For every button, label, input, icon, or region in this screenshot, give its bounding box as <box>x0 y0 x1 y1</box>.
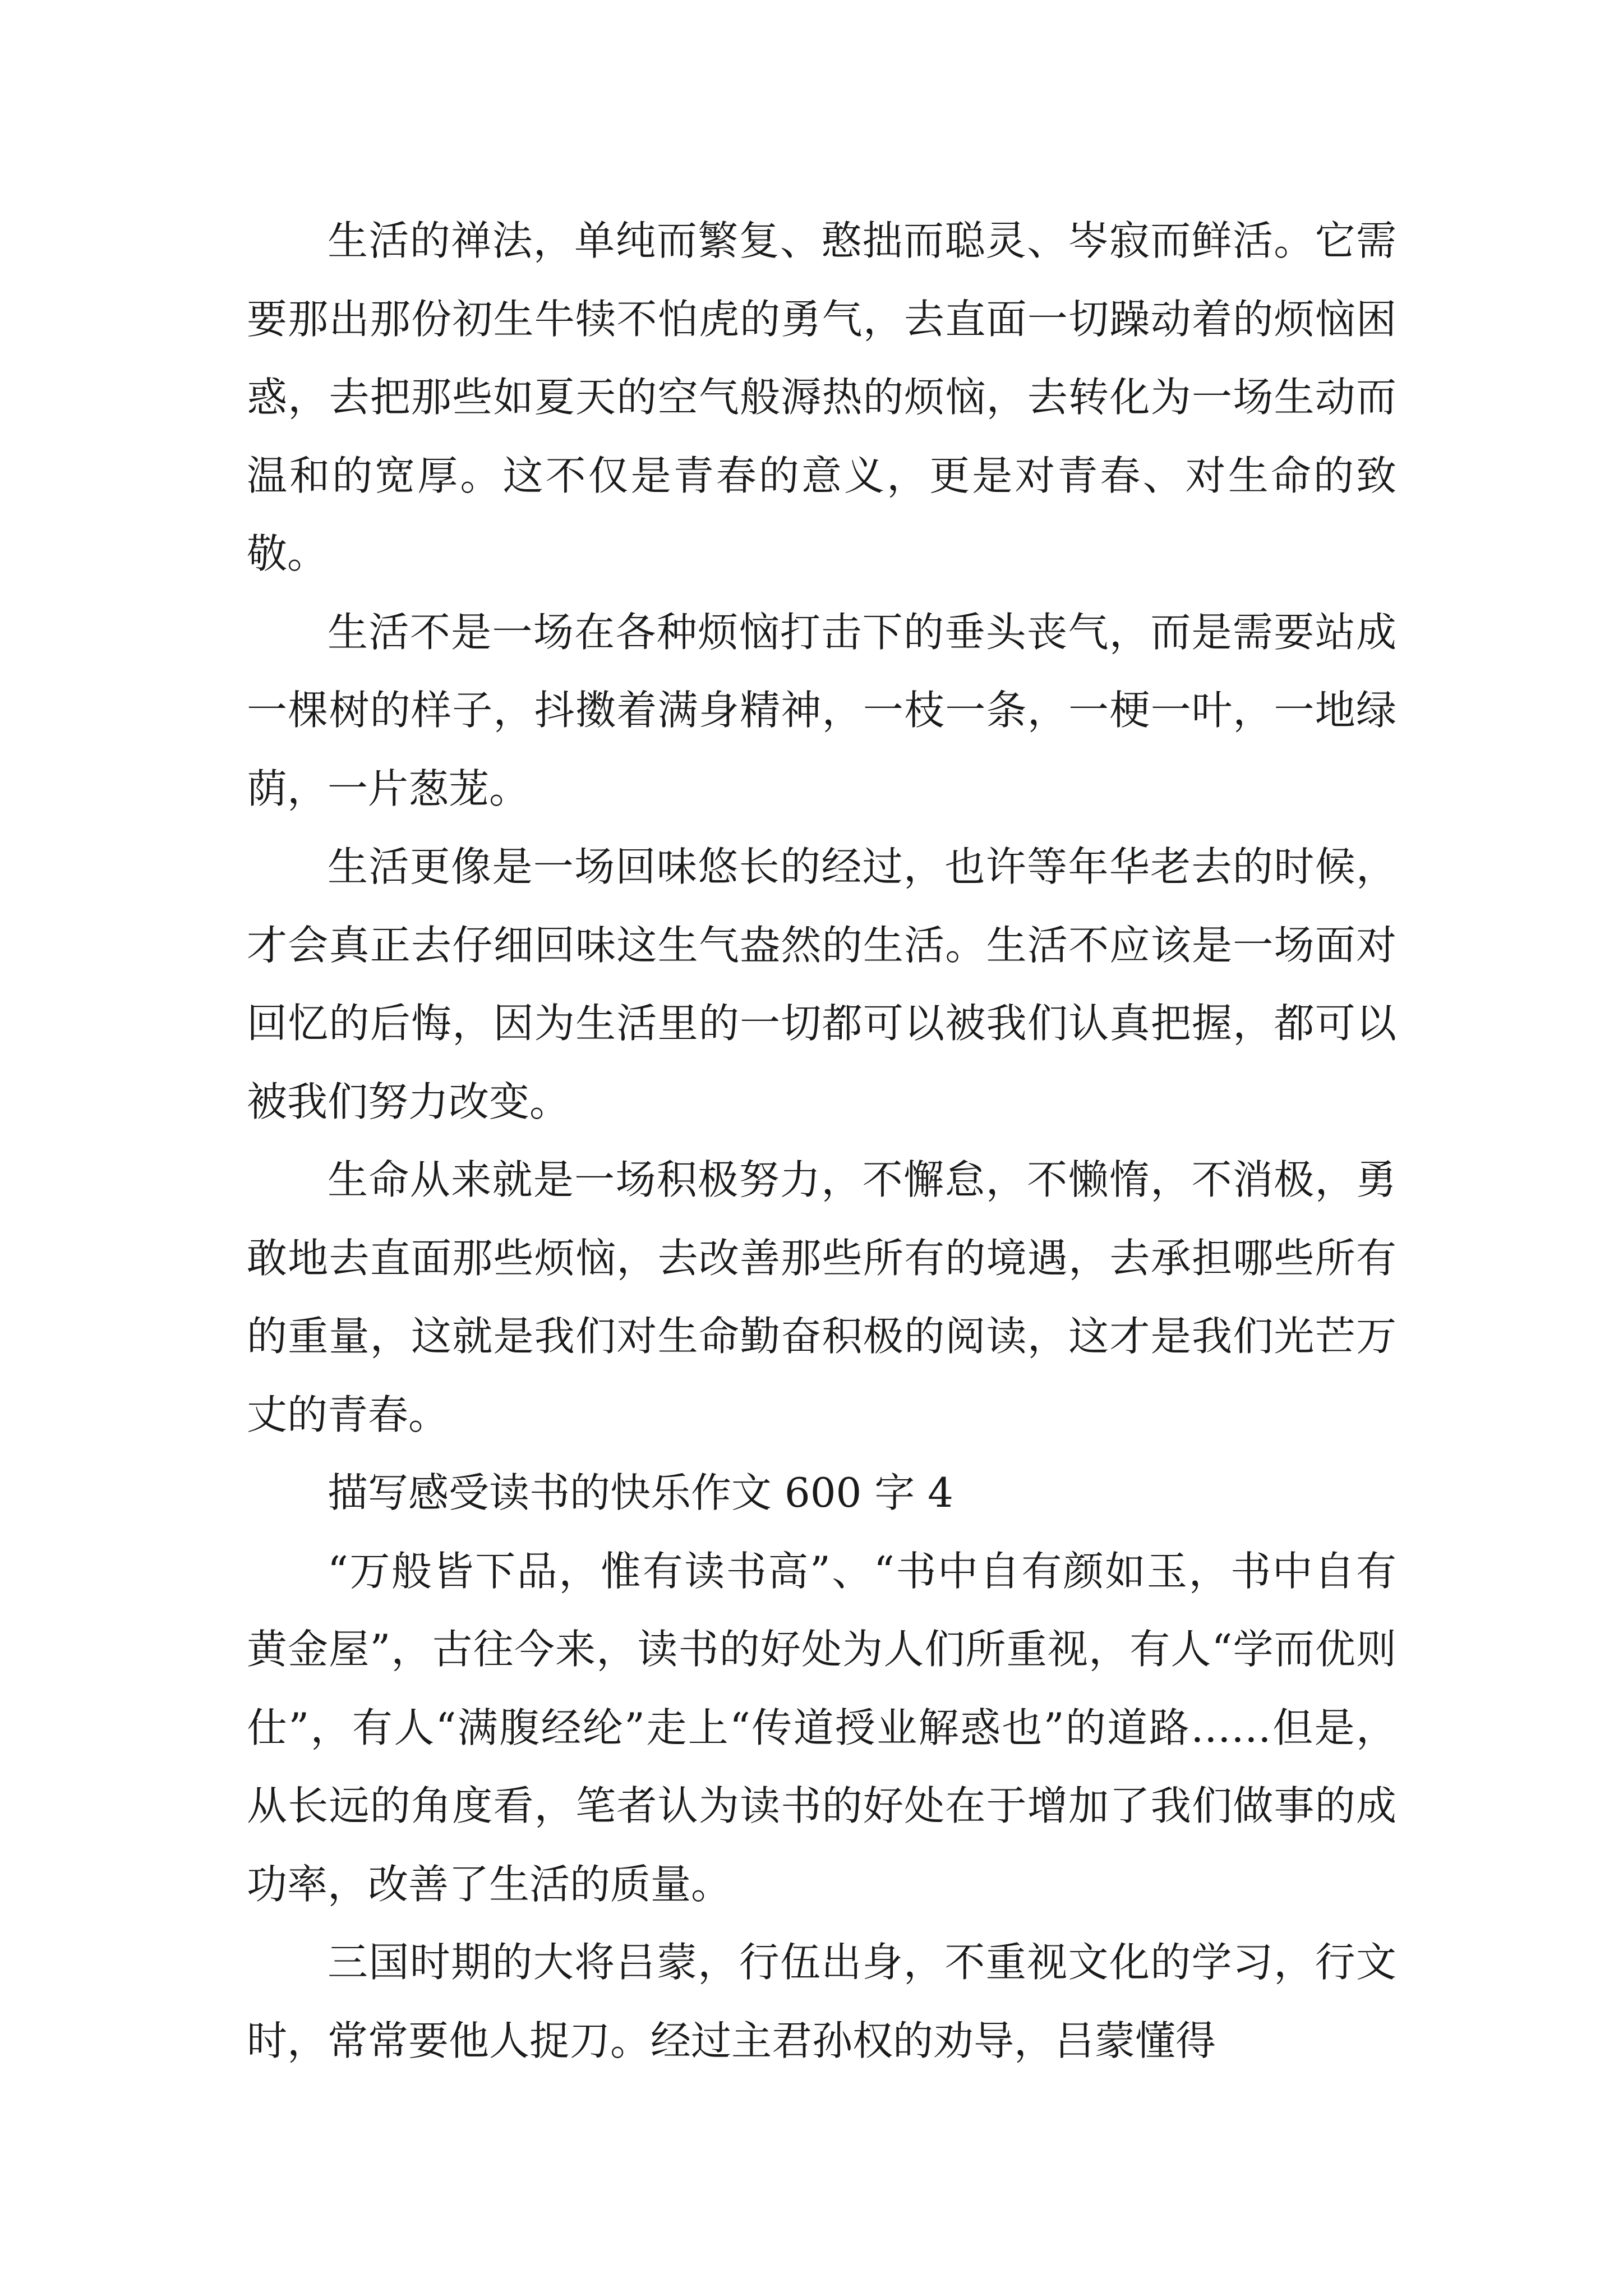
document-body <box>247 202 1396 2080</box>
paragraph: “万般皆下品，惟有读书高”、“书中自有颜如玉，书中自有黄金屋”，古往今来，读书的好处为人们所重视，有人“学而优则仕”，有人“满腹经纶”走上“传道授业解惑也”的道路……但是，从长远的角度看，笔者认为读书的好处在于增加了我们做事的成功率，改善了生活的质量。 <box>247 1547 1396 1908</box>
section-heading: 描写感受读书的快乐作文 600 字 4 <box>328 1469 953 1516</box>
paragraph: 生活的禅法，单纯而繁复、憨拙而聪灵、岑寂而鲜活。它需要那出那份初生牛犊不怕虎的勇气，去直面一切躁动着的烦恼困惑，去把那些如夏天的空气般溽热的烦恼，去转化为一场生动而温和的宽厚。这不仅是青春的意义，更是对青春、对生命的致敬。 <box>247 217 1396 577</box>
paragraph: 三国时期的大将吕蒙，行伍出身，不重视文化的学习，行文时，常常要他人捉刀。经过主君孙权的劝导，吕蒙懂得 <box>247 1939 1396 2064</box>
paragraph: 生活不是一场在各种烦恼打击下的垂头丧气，而是需要站成一棵树的样子，抖擞着满身精神，一枝一条，一梗一叶，一地绿荫，一片葱茏。 <box>247 608 1396 812</box>
paragraph: 生命从来就是一场积极努力，不懈怠，不懒惰，不消极，勇敢地去直面那些烦恼，去改善那些所有的境遇，去承担哪些所有的重量，这就是我们对生命勤奋积极的阅读，这才是我们光芒万丈的青春。 <box>247 1156 1396 1438</box>
paragraph: 生活更像是一场回味悠长的经过，也许等年华老去的时候，才会真正去仔细回味这生气盎然的生活。生活不应该是一场面对回忆的后悔，因为生活里的一切都可以被我们认真把握，都可以被我们努力改变。 <box>247 843 1396 1125</box>
